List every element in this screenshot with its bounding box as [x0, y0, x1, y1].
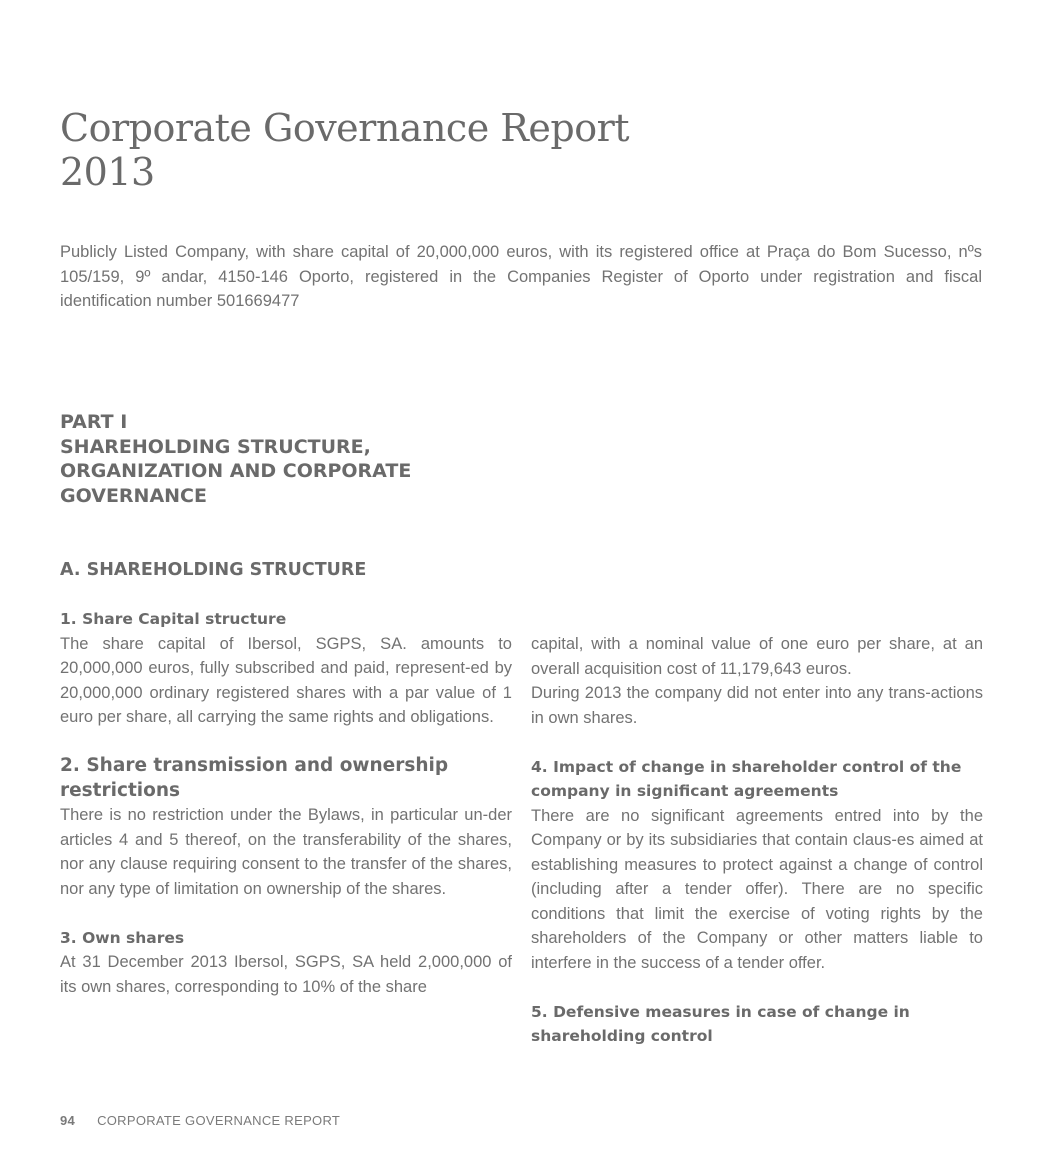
part-heading-line-2: SHAREHOLDING STRUCTURE, — [60, 435, 371, 458]
part-heading-line-3: ORGANIZATION AND CORPORATE — [60, 460, 412, 482]
left-column — [60, 607, 512, 999]
change-of-control-heading: 4. Impact of change in shareholder control of the company in significant agreements — [531, 757, 962, 800]
part-heading — [60, 410, 411, 508]
part-heading-line-1: PART I — [60, 411, 128, 433]
share-capital-heading: 1. Share Capital structure — [60, 610, 287, 628]
company-intro: Publicly Listed Company, with share capital of 20,000,000 euros, with its registered office at Praça do Bom Sucesso, nºs 105/159, 9º andar, 4150-146 Oporto, registered in the Companies Register of Oporto under registration and fiscal identification number 501669477 — [60, 243, 982, 310]
page-footer — [60, 1112, 340, 1130]
section-a-heading: A. SHAREHOLDING STRUCTURE — [60, 560, 367, 580]
page-title — [60, 106, 629, 194]
title-line-2: 2013 — [60, 150, 155, 194]
title-line-1: Corporate Governance Report — [60, 106, 630, 150]
own-shares-body: At 31 December 2013 Ibersol, SGPS, SA held 2,000,000 of its own shares, corresponding to 10% of the share — [60, 953, 512, 996]
own-shares-transactions: During 2013 the company did not enter into any trans-actions in own shares. — [531, 684, 983, 727]
share-capital-body: The share capital of Ibersol, SGPS, SA. amounts to 20,000,000 euros, fully subscribed and paid, represent-ed by 20,000,000 ordinary registered shares with a par value of 1 euro per share, all carrying the same rights and obligations. — [60, 634, 512, 726]
defensive-measures-heading: 5. Defensive measures in case of change in shareholding control — [531, 1002, 910, 1045]
share-transmission-heading: 2. Share transmission and ownership restrictions — [60, 755, 449, 801]
part-heading-line-4: GOVERNANCE — [60, 484, 207, 507]
change-of-control-body: There are no significant agreements entred into by the Company or by its subsidiaries that contain claus-es aimed at establishing measures to protect against a change of control (including after a tender offer). There are no specific conditions that limit the exercise of voting rights by the shareholders of the Company or other matters liable to interfere in the success of a tender offer. — [531, 806, 983, 972]
right-column — [531, 632, 983, 1049]
share-transmission-body: There is no restriction under the Bylaws, in particular un-der articles 4 and 5 thereof, on the transferability of the shares, nor any clause requiring consent to the transfer of the shares, nor any type of limitation on ownership of the shares. — [60, 806, 512, 898]
page-number: 94 — [60, 1113, 76, 1128]
own-shares-body-continued: capital, with a nominal value of one euro per share, at an overall acquisition cost of 11,179,643 euros. — [531, 635, 983, 678]
footer-label: CORPORATE GOVERNANCE REPORT — [97, 1113, 341, 1128]
own-shares-heading: 3. Own shares — [60, 928, 185, 947]
